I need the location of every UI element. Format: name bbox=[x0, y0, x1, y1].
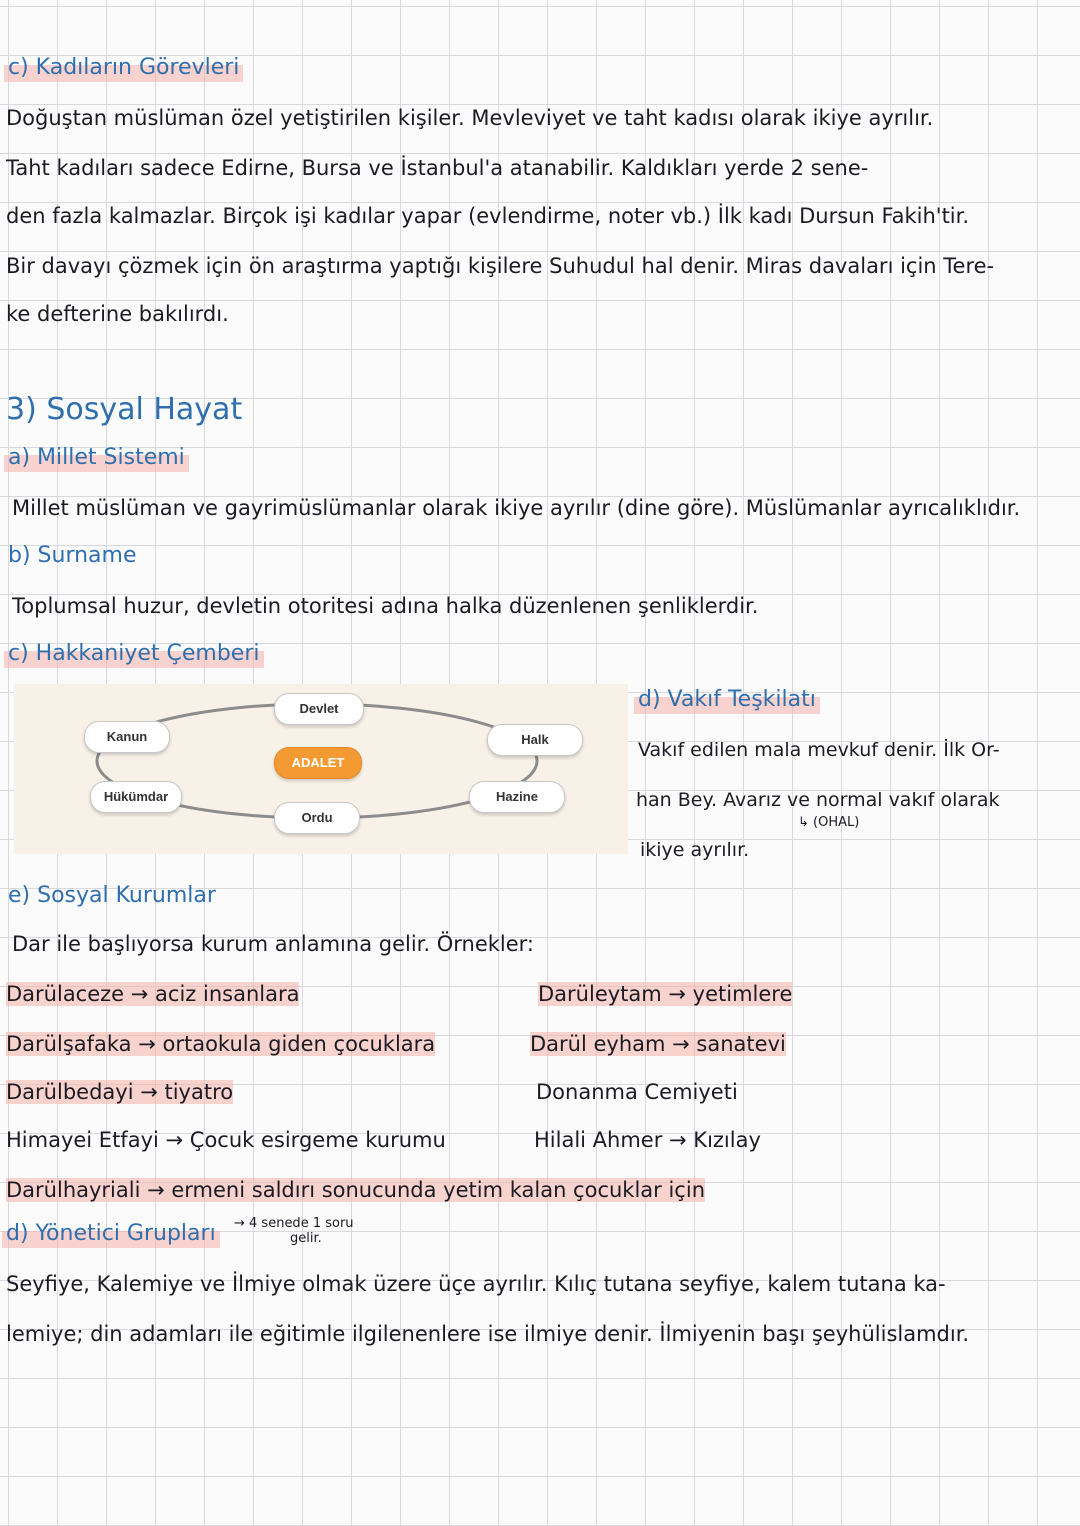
millet-heading: a) Millet Sistemi bbox=[4, 444, 189, 472]
kadilar-line-2: Taht kadıları sadece Edirne, Bursa ve İstanbul'a atanabilir. Kaldıkları yerde 2 sene- bbox=[6, 156, 869, 180]
yonetici-note-2: gelir. bbox=[290, 1231, 322, 1246]
kadilar-line-3: den fazla kalmazlar. Birçok işi kadılar yapar (evlendirme, noter vb.) İlk kadı Dursun Fakih'tir. bbox=[6, 204, 970, 228]
node-devlet: Devlet bbox=[274, 693, 364, 725]
millet-text: Millet müslüman ve gayrimüslümanlar olarak ikiye ayrılır (dine göre). Müslümanlar ayrıcalıklıdır. bbox=[12, 496, 1021, 520]
kurum-left-1: Darülaceze → aciz insanlara bbox=[6, 982, 300, 1006]
kurum-left-4: Himayei Etfayi → Çocuk esirgeme kurumu bbox=[6, 1128, 446, 1152]
node-halk: Halk bbox=[487, 724, 583, 756]
surname-text: Toplumsal huzur, devletin otoritesi adına halka düzenlenen şenliklerdir. bbox=[12, 594, 759, 618]
kurum-left-5: Darülhayriali → ermeni saldırı sonucunda yetim kalan çocuklar için bbox=[6, 1178, 705, 1202]
yonetici-line-1: Seyfiye, Kalemiye ve İlmiye olmak üzere üçe ayrılır. Kılıç tutana seyfiye, kalem tutana ka- bbox=[6, 1272, 946, 1296]
node-ordu: Ordu bbox=[274, 802, 360, 834]
kurum-right-4: Hilali Ahmer → Kızılay bbox=[534, 1128, 761, 1152]
vakif-note: ↳ (OHAL) bbox=[798, 815, 860, 830]
kurum-left-3: Darülbedayi → tiyatro bbox=[6, 1080, 234, 1104]
surname-heading: b) Surname bbox=[8, 543, 137, 568]
hakkaniyet-diagram bbox=[14, 684, 628, 854]
kurum-right-1: Darüleytam → yetimlere bbox=[538, 982, 793, 1006]
kadilar-line-5: ke defterine bakılırdı. bbox=[6, 302, 229, 326]
kadilar-line-1: Doğuştan müslüman özel yetiştirilen kişiler. Mevleviyet ve taht kadısı olarak ikiye ayrılır. bbox=[6, 106, 934, 130]
kurum-left-2: Darülşafaka → ortaokula giden çocuklara bbox=[6, 1032, 436, 1056]
vakif-line-1: Vakıf edilen mala mevkuf denir. İlk Or- bbox=[638, 739, 1000, 761]
kurumlar-heading: e) Sosyal Kurumlar bbox=[8, 883, 216, 908]
node-kanun: Kanun bbox=[84, 721, 170, 753]
yonetici-note-1: → 4 senede 1 soru bbox=[234, 1216, 354, 1231]
vakif-heading: d) Vakıf Teşkilatı bbox=[634, 686, 820, 714]
vakif-line-2: han Bey. Avarız ve normal vakıf olarak bbox=[636, 789, 1000, 811]
yonetici-heading: d) Yönetici Grupları bbox=[2, 1220, 220, 1248]
node-adalet: ADALET bbox=[274, 747, 362, 779]
yonetici-line-2: lemiye; din adamları ile eğitimle ilgilenenlere ise ilmiye denir. İlmiyenin başı şeyhülislamdır. bbox=[6, 1322, 970, 1346]
hakkaniyet-heading: c) Hakkaniyet Çemberi bbox=[4, 640, 264, 668]
kadilar-line-4: Bir davayı çözmek için ön araştırma yaptığı kişilere Suhudul hal denir. Miras davaları için Tere- bbox=[6, 254, 995, 278]
kurum-right-2: Darül eyham → sanatevi bbox=[530, 1032, 786, 1056]
node-hukumdar: Hükümdar bbox=[90, 781, 182, 813]
vakif-line-3: ikiye ayrılır. bbox=[640, 839, 750, 861]
node-hazine: Hazine bbox=[469, 781, 565, 813]
kurum-right-3: Donanma Cemiyeti bbox=[536, 1080, 738, 1104]
kadilar-heading: c) Kadıların Görevleri bbox=[4, 54, 243, 82]
kurumlar-intro: Dar ile başlıyorsa kurum anlamına gelir. Örnekler: bbox=[12, 932, 534, 956]
sosyal-hayat-title: 3) Sosyal Hayat bbox=[6, 392, 243, 427]
